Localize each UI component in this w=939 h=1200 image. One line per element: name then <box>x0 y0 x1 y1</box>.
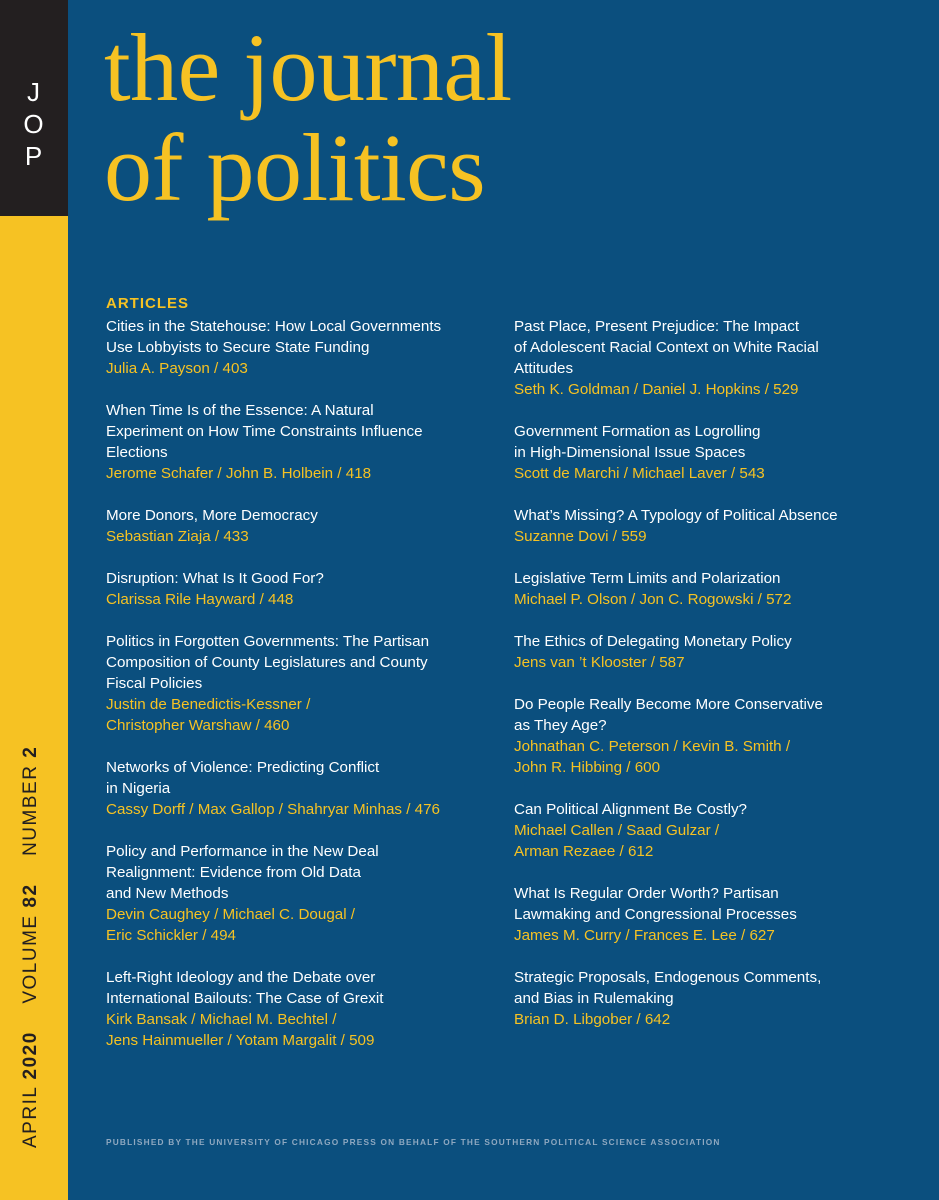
article-authors: Jerome Schafer / John B. Holbein / 418 <box>106 465 372 482</box>
article-title: More Donors, More Democracy <box>106 507 318 524</box>
article-title: Do People Really Become More Conservative as They Age? <box>514 696 823 734</box>
article-authors: Kirk Bansak / Michael M. Bechtel / Jens Hainmueller / Yotam Margalit / 509 <box>106 1011 375 1049</box>
section-label-articles: ARTICLES <box>106 295 189 312</box>
article-entry <box>106 967 496 1051</box>
volume-number: 82 <box>20 883 41 908</box>
spine-bar <box>0 0 68 1200</box>
articles-column-left <box>106 316 496 1072</box>
number-label: NUMBER <box>20 764 41 856</box>
article-entry <box>106 631 496 736</box>
journal-title <box>104 14 512 221</box>
article-authors: Brian D. Libgober / 642 <box>514 1011 671 1028</box>
issue-number: 2 <box>20 745 41 758</box>
article-authors: James M. Curry / Frances E. Lee / 627 <box>514 927 775 944</box>
article-authors: Michael Callen / Saad Gulzar / Arman Rezaee / 612 <box>514 822 720 860</box>
volume-label: VOLUME <box>20 914 41 1004</box>
title-line-2: of politics <box>104 114 486 221</box>
issue-info <box>20 746 42 1148</box>
article-title: Left-Right Ideology and the Debate over International Bailouts: The Case of Grexit <box>106 969 384 1007</box>
article-title: Policy and Performance in the New Deal Realignment: Evidence from Old Data and New Methods <box>106 843 379 902</box>
article-entry <box>514 799 914 862</box>
article-authors: Jens van ’t Klooster / 587 <box>514 654 685 671</box>
publisher-footer: PUBLISHED BY THE UNIVERSITY OF CHICAGO PRESS ON BEHALF OF THE SOUTHERN POLITICAL SCIENCE ASSOCIATION <box>106 1137 721 1147</box>
article-title: Politics in Forgotten Governments: The Partisan Composition of County Legislatures and County Fiscal Policies <box>106 633 430 692</box>
article-entry <box>514 568 914 610</box>
article-authors: Michael P. Olson / Jon C. Rogowski / 572 <box>514 591 792 608</box>
article-title: The Ethics of Delegating Monetary Policy <box>514 633 792 650</box>
jop-logo <box>0 76 68 172</box>
article-entry <box>106 841 496 946</box>
article-title: Networks of Violence: Predicting Conflict in Nigeria <box>106 759 380 797</box>
logo-letter: J <box>27 77 41 107</box>
article-entry <box>106 568 496 610</box>
article-authors: Seth K. Goldman / Daniel J. Hopkins / 529 <box>514 381 799 398</box>
article-entry <box>106 757 496 820</box>
article-entry <box>514 631 914 673</box>
article-entry <box>514 883 914 946</box>
articles-column-right <box>514 316 914 1051</box>
spine-logo-block <box>0 0 68 216</box>
article-entry <box>514 421 914 484</box>
article-authors: Julia A. Payson / 403 <box>106 360 248 377</box>
article-entry <box>106 505 496 547</box>
article-title: What Is Regular Order Worth? Partisan Lawmaking and Congressional Processes <box>514 885 797 923</box>
article-title: When Time Is of the Essence: A Natural Experiment on How Time Constraints Influence Elections <box>106 402 423 461</box>
article-title: Government Formation as Logrolling in High-Dimensional Issue Spaces <box>514 423 761 461</box>
article-authors: Devin Caughey / Michael C. Dougal / Eric Schickler / 494 <box>106 906 356 944</box>
title-line-1: the journal <box>104 14 512 121</box>
logo-letter: P <box>24 141 44 171</box>
article-entry <box>514 316 914 400</box>
logo-letter: O <box>23 109 45 139</box>
article-entry <box>514 694 914 778</box>
article-authors: Clarissa Rile Hayward / 448 <box>106 591 294 608</box>
article-authors: Cassy Dorff / Max Gallop / Shahryar Minhas / 476 <box>106 801 440 818</box>
article-title: Cities in the Statehouse: How Local Governments Use Lobbyists to Secure State Funding <box>106 318 442 356</box>
article-entry <box>106 400 496 484</box>
article-title: Past Place, Present Prejudice: The Impact of Adolescent Racial Context on White Racial Attitudes <box>514 318 819 377</box>
article-title: Disruption: What Is It Good For? <box>106 570 324 587</box>
issue-month: APRIL <box>20 1086 41 1148</box>
article-authors: Justin de Benedictis-Kessner / Christopher Warshaw / 460 <box>106 696 311 734</box>
article-title: Strategic Proposals, Endogenous Comments, and Bias in Rulemaking <box>514 969 822 1007</box>
article-title: Can Political Alignment Be Costly? <box>514 801 747 818</box>
article-authors: Scott de Marchi / Michael Laver / 543 <box>514 465 765 482</box>
article-title: Legislative Term Limits and Polarization <box>514 570 781 587</box>
article-entry <box>514 505 914 547</box>
issue-year: 2020 <box>20 1031 41 1080</box>
article-title: What’s Missing? A Typology of Political Absence <box>514 507 838 524</box>
article-entry <box>514 967 914 1030</box>
article-authors: Johnathan C. Peterson / Kevin B. Smith / John R. Hibbing / 600 <box>514 738 791 776</box>
article-entry <box>106 316 496 379</box>
article-authors: Sebastian Ziaja / 433 <box>106 528 249 545</box>
article-authors: Suzanne Dovi / 559 <box>514 528 647 545</box>
